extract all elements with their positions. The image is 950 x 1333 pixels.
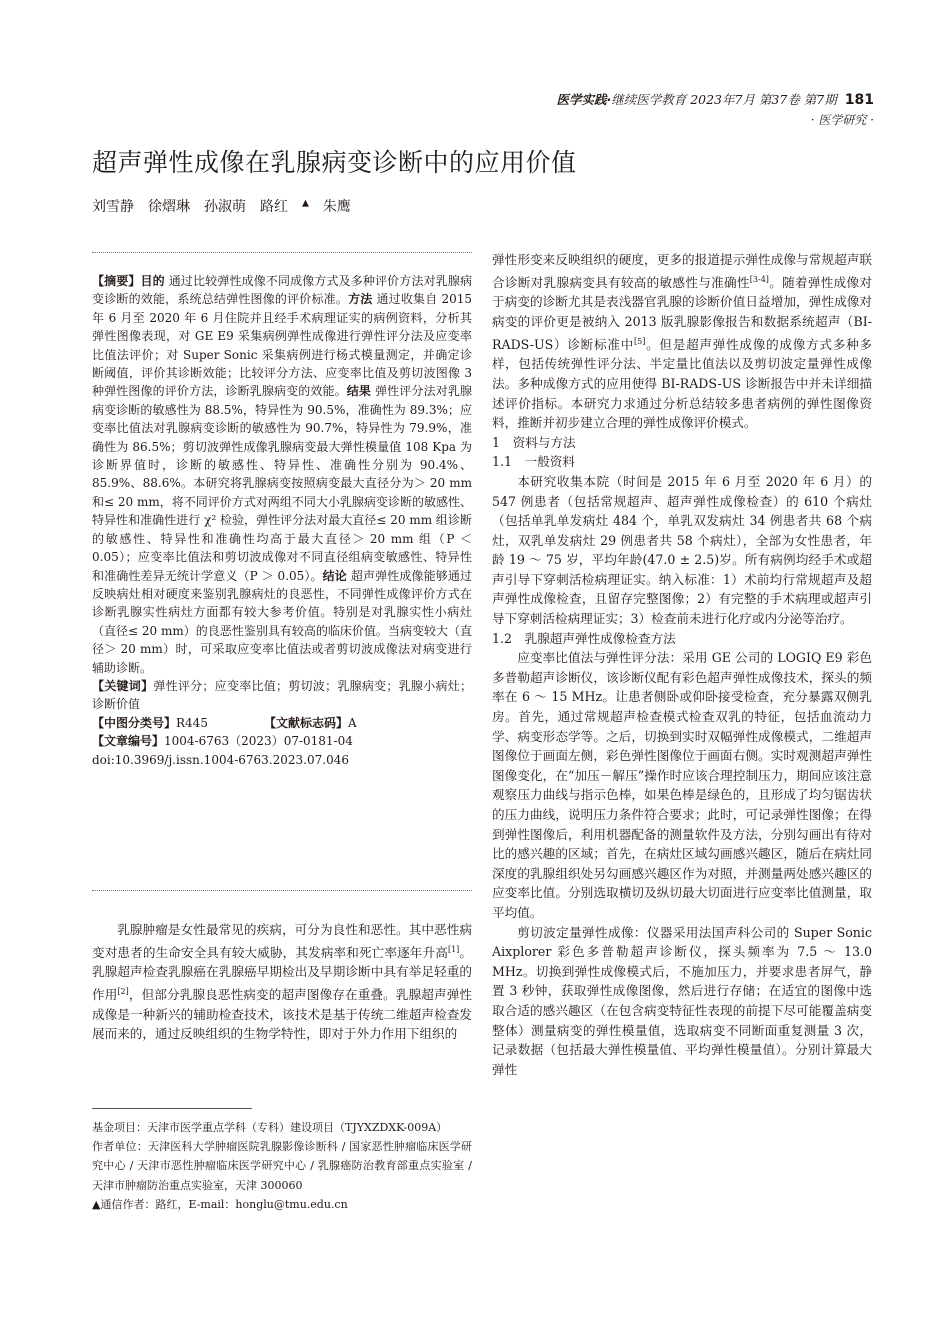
fund-note: 基金项目：天津市医学重点学科（专科）建设项目（TJYXZDXK-009A） <box>92 1121 448 1134</box>
footnote-rule <box>92 1108 252 1109</box>
running-header <box>556 90 874 130</box>
abstract-text: 【摘要】目的 通过比较弹性成像不同成像方式及多种评价方法对乳腺病变诊断的效能，系统总结弹性图像的评价标准。方法 通过收集自 2015 年 6 月至 2020 年 6 月住院并且经手术病理证实的病例资料，分析其弹性图像表现，对 GE E9 采集病例弹性成像进行弹性评分法及应变率比值法评价；对 Super Sonic 采集病例进行杨式模量测定，并确定诊断阈值，评价其诊断效能；比较评分方法、应变率比值及剪切波图像 3 种弹性图像的评价方法，诊断乳腺病变的效能。结果 弹性评分法对乳腺病变诊断的敏感性为 88.5%，特异性为 90.5%，准确性为 89.3%；应变率比值法对乳腺病变诊断的敏感性为 90.7%，特异性为 79.9%，准确性为 86.5%；剪切波弹性成像乳腺病变最大弹性模量值 108 Kpa 为诊断界值时，诊断的敏感性、特异性、准确性分别为 90.4%、85.9%、88.6%。本研究将乳腺病变按照病变最大直径分为＞ 20 mm 和≤ 20 mm，将不同评价方式对两组不同大小乳腺病变诊断的敏感性、特异性和准确性进行 χ² 检验，弹性评分法对最大直径≤ 20 mm 组诊断的敏感性、特异性和准确性均高于最大直径＞ 20 mm 组（P ＜ 0.05）；应变率比值法和剪切波成像对不同直径组病变敏感性、特异性和准确性差异无统计学意义（P ＞ 0.05）。结论 超声弹性成像能够通过反映病灶相对硬度来鉴别乳腺病灶的良恶性，不同弹性成像评价方式在诊断乳腺实性病灶方面都有较大参考价值。特别是对乳腺实性小病灶（直径≤ 20 mm）的良恶性鉴别具有较高的临床价值。当病变较大（直径＞ 20 mm）时，可采取应变率比值法或者剪切波成像法对病变进行辅助诊断。 <box>92 274 472 675</box>
abstract-block <box>92 272 472 769</box>
classification: 【中图分类号】R445 【文献标志码】A <box>92 715 357 730</box>
paper-title: 超声弹性成像在乳腺病变诊断中的应用价值 <box>92 148 577 177</box>
body-paragraph: 本研究收集本院（时间是 2015 年 6 月至 2020 年 6 月）的 547 例患者（包括常规超声、超声弹性成像检查）的 610 个病灶（包括单乳单发病灶 484 个，单乳双发病灶 34 例患者共 68 个病灶，双乳单发病灶 29 例患者共 58 个病灶），全部为女性患者，年龄 19 ～ 75 岁，平均年龄(47.0 ± 2.5)岁。所有病例均经手术或超声引导下穿刺活检病理证实。纳入标准：1）术前均行常规超声及超声弹性成像检查，且留存完整图像；2）有完整的手术病理或超声引导下穿刺活检病理证实；3）检查前未进行化疗或内分泌等治疗。 <box>492 473 872 627</box>
author: 刘雪静 <box>92 199 134 215</box>
subsection-heading: 1.1 一般资料 <box>492 454 575 470</box>
doi: doi:10.3969/j.issn.1004-6763.2023.07.046 <box>92 752 349 767</box>
author: 路红 ▲ <box>260 198 309 215</box>
corresponding-note: ▲通信作者：路红，E-mail：honglu@tmu.edu.cn <box>92 1197 348 1211</box>
intro-paragraph: 乳腺肿瘤是女性最常见的疾病，可分为良性和恶性。其中恶性病变对患者的生命安全具有较大威胁，其发病率和死亡率逐年升高[1]。乳腺超声检查乳腺癌在乳腺癌早期检出及早期诊断中具有举足轻重的作用[2]，但部分乳腺良恶性病变的超声图像存在重叠。乳腺超声弹性成像是一种新兴的辅助检查技术，该技术是基于传统二维超声检查发展而来的，通过反映组织的生物学特性，即对于外力作用下组织的 <box>92 922 473 1042</box>
subsection-heading: 1.2 乳腺超声弹性成像检查方法 <box>492 630 676 646</box>
header-section: · 医学研究 · <box>810 113 874 127</box>
abstract-bottom-divider <box>92 890 472 891</box>
page-number: 181 <box>844 92 874 108</box>
header-journal: 继续医学教育 2023年7月 第37卷 第7期 <box>611 92 837 107</box>
affiliation-note: 作者单位：天津医科大学肿瘤医院乳腺影像诊断科 / 国家恶性肿瘤临床医学研究中心 / 天津市恶性肿瘤临床医学研究中心 / 乳腺癌防治教育部重点实验室 / 天津市肿瘤防治重点实验室，天津 300060 <box>92 1140 472 1192</box>
article-number: 【文章编号】1004-6763（2023）07-0181-04 <box>92 734 353 749</box>
body-paragraph: 弹性形变来反映组织的硬度，更多的报道提示弹性成像与常规超声联合诊断对乳腺病变具有较高的敏感性与准确性[3-4]。随着弹性成像对于病变的诊断尤其是表浅器官乳腺的诊断价值日益增加，弹性成像对病变的评价更是被纳入 2013 版乳腺影像报告和数据系统超声（BI-RADS-US）诊断标准中[5]。但是超声弹性成像的成像方式多种多样，包括传统弹性评分法、半定量比值法以及剪切波定量弹性成像法。多种成像方式的应用使得 BI-RADS-US 诊断报告中并未详细描述评价指标。本研究力求通过分析总结较多患者病例的弹性图像资料，推断并初步建立合理的弹性成像评价模式。 <box>492 252 873 431</box>
keywords: 【关键词】弹性评分；应变率比值；剪切波；乳腺病变；乳腺小病灶；诊断价值 <box>92 678 472 712</box>
abstract-top-divider <box>92 252 472 253</box>
section-heading: 1 资料与方法 <box>492 434 576 450</box>
body-paragraph: 剪切波定量弹性成像：仪器采用法国声科公司的 Super Sonic Aixplorer 彩色多普勒超声诊断仪，探头频率为 7.5 ～ 13.0 MHz。切换到弹性成像模式后，不施加压力，并要求患者屏气，静置 3 秒钟，获取弹性成像图像，然后进行存储；在适宜的图像中选取合适的感兴趣区（在包含病变特征性表现的前提下尽可能覆盖病变整体）测量病变的弹性模量值，选取病变不同断面重复测量 3 次，记录数据（包括最大弹性模量值、平均弹性模量值）。分别计算最大弹性 <box>492 924 872 1077</box>
intro-column <box>92 920 472 1044</box>
corresponding-author-mark: ▲ <box>302 198 309 209</box>
right-column <box>492 250 872 1079</box>
header-prefix: 医学实践· <box>556 92 612 107</box>
body-paragraph: 应变率比值法与弹性评分法：采用 GE 公司的 LOGIQ E9 彩色多普勒超声诊断仪，该诊断仪配有彩色超声弹性成像技术，探头的频率在 6 ～ 15 MHz。让患者侧卧或仰卧接受检查，充分暴露双侧乳房。首先，通过常规超声检查模式检查双乳的特征，包括血流动力学、病变形态学等。之后，切换到实时双幅弹性成像模式，二维超声图像位于画面左侧，彩色弹性图像位于画面右侧。实时观测超声弹性图像变化，在“加压－解压”操作时应该合理控制压力，期间应该注意观察压力曲线与指示色棒，如果色棒是绿色的，且形成了均匀锯齿状的压力曲线，说明压力条件符合要求；此时，可记录弹性图像；在得到弹性图像后，利用机器配备的测量软件及方法，分别勾画出有待对比的感兴趣的区域；首先，在病灶区域勾画感兴趣区，随后在病灶同深度的乳腺组织处另勾画感兴趣区作为对照，并测量两处感兴趣区的应变率比值。分别选取横切及纵切最大切面进行应变率比值测量，取平均值。 <box>492 650 872 920</box>
author: 徐熠琳 <box>148 199 190 215</box>
author: 孙淑萌 <box>204 199 246 215</box>
author-list <box>92 196 365 216</box>
author: 朱鹰 <box>322 199 351 215</box>
footnotes <box>92 1118 472 1214</box>
